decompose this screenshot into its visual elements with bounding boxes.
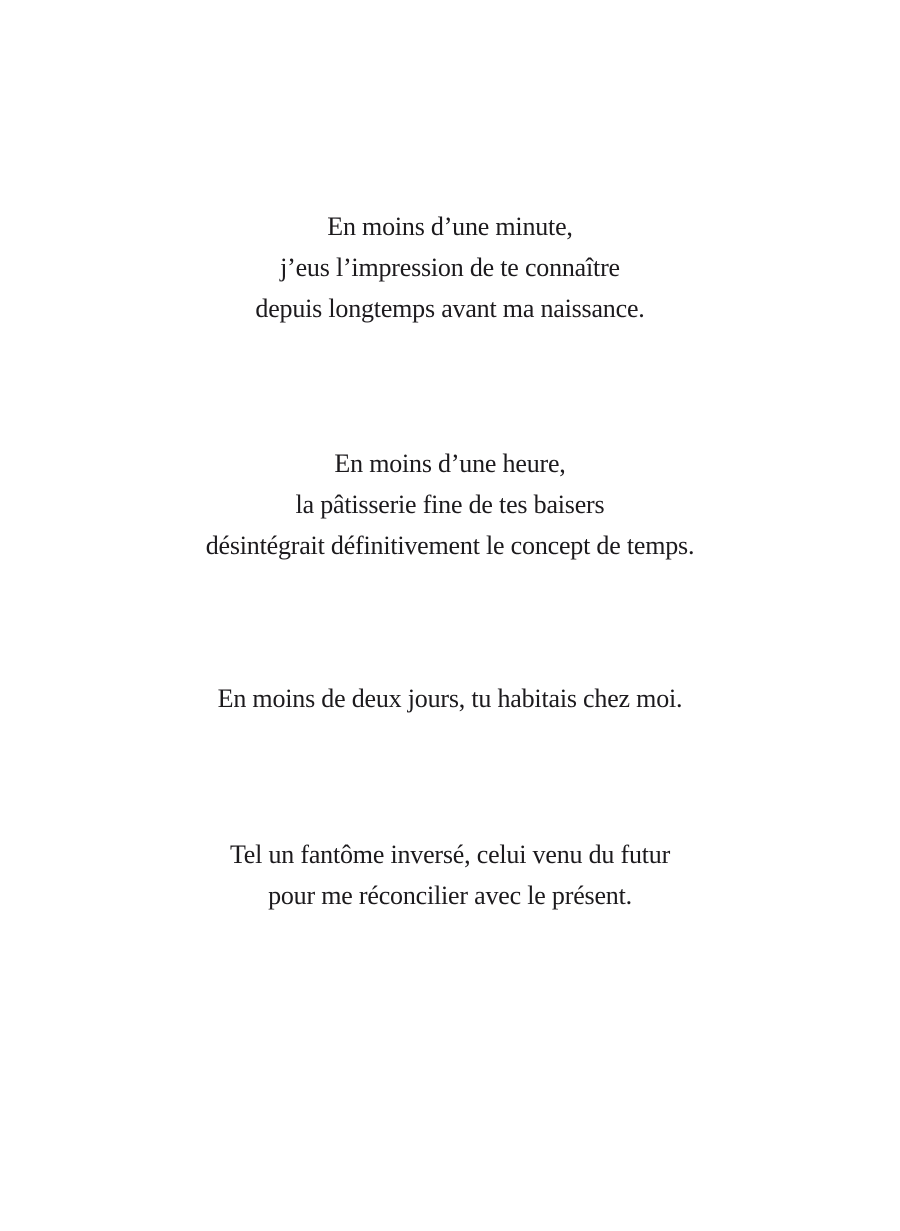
poem-line: pour me réconcilier avec le présent. (268, 881, 632, 910)
stanza-1 (0, 206, 900, 329)
poem-line: Tel un fantôme inversé, celui venu du futur (229, 840, 671, 869)
stanza-4 (0, 834, 900, 916)
poem-line: j’eus l’impression de te connaître (280, 253, 620, 282)
poem-line: En moins d’une heure, (334, 449, 566, 478)
poem-line: En moins de deux jours, tu habitais chez moi. (217, 684, 683, 713)
poem-line: la pâtisserie fine de tes baisers (295, 490, 605, 519)
stanza-3 (0, 678, 900, 719)
poem-line: désintégrait définitivement le concept de temps. (205, 531, 695, 560)
poem-line: depuis longtemps avant ma naissance. (255, 294, 645, 323)
poem-line: En moins d’une minute, (327, 212, 573, 241)
stanza-2 (0, 443, 900, 566)
